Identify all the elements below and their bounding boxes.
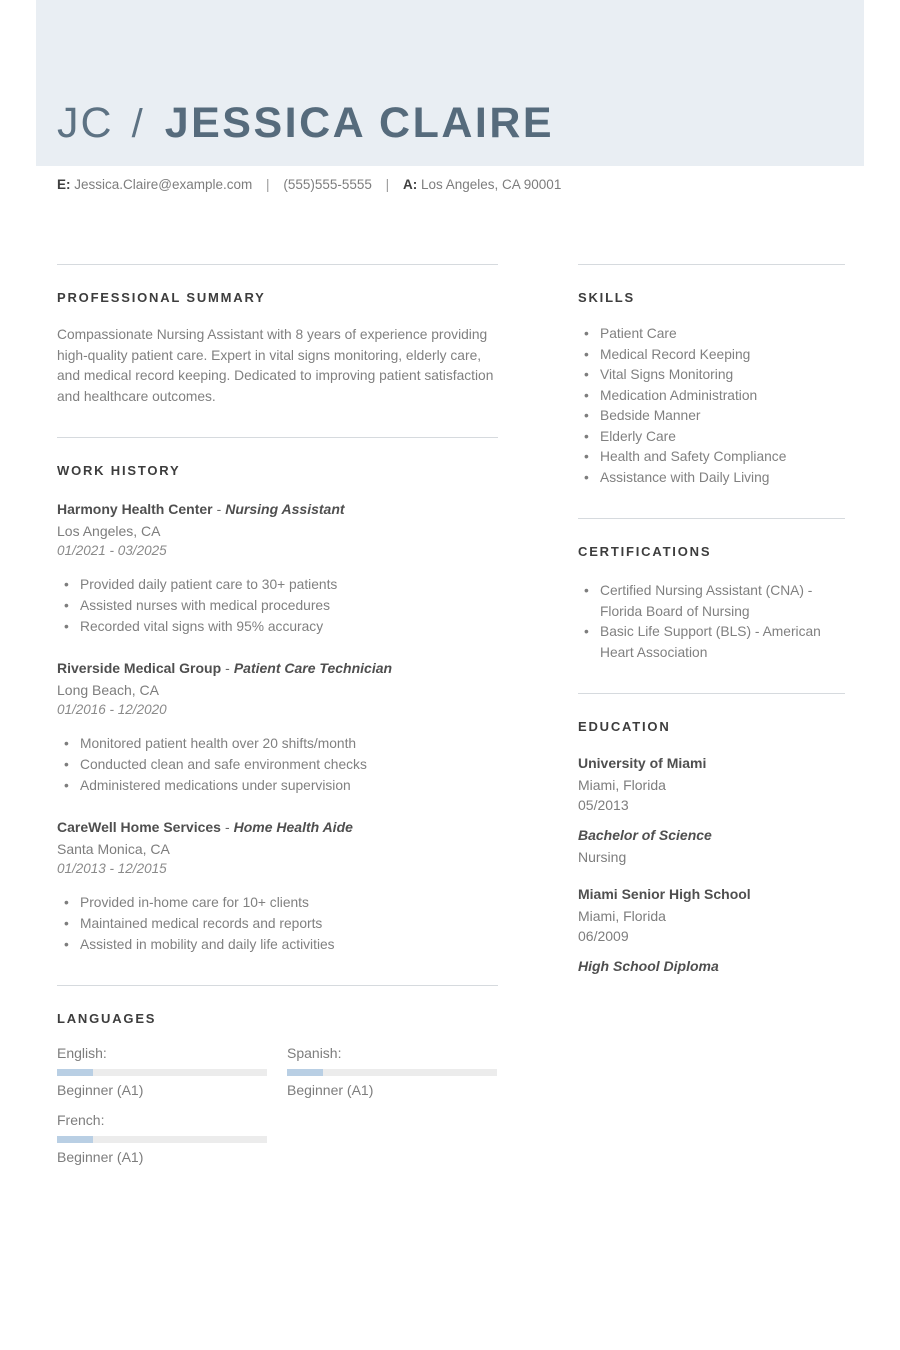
job-role: Patient Care Technician bbox=[233, 660, 393, 676]
education-degree: Bachelor of Science bbox=[578, 827, 712, 843]
education-degree: High School Diploma bbox=[578, 958, 719, 974]
job-title-line bbox=[57, 659, 498, 678]
education-school: Miami Senior High School bbox=[578, 886, 751, 902]
education-entry bbox=[578, 885, 845, 976]
contact-line bbox=[57, 177, 561, 192]
job-bullet: • Assisted nurses with medical procedures bbox=[57, 595, 498, 616]
job-company: CareWell Home Services bbox=[57, 819, 221, 835]
language-level-bar-track bbox=[287, 1069, 497, 1076]
job-company: Riverside Medical Group bbox=[57, 660, 222, 676]
education-location: Miami, Florida bbox=[578, 908, 666, 924]
job-bullet: • Conducted clean and safe environment checks bbox=[57, 754, 498, 775]
language-level-label: Beginner (A1) bbox=[287, 1082, 374, 1098]
job-dates: 01/2013 - 12/2015 bbox=[57, 861, 167, 876]
resume-body bbox=[57, 264, 845, 1176]
address-label: A: bbox=[402, 177, 418, 192]
education-date: 06/2009 bbox=[578, 928, 629, 944]
language-name: Spanish: bbox=[287, 1045, 342, 1061]
summary-text: Compassionate Nursing Assistant with 8 years of experience providing high-quality patient care. Expert in vital signs monitoring, elderly care, and medical record keeping. Dedicated to improving patient satisfaction and healthcare outcomes. bbox=[57, 327, 494, 404]
skill-item: • Elderly Care bbox=[578, 427, 845, 448]
language-level-bar-track bbox=[57, 1136, 267, 1143]
job-location: Santa Monica, CA bbox=[57, 841, 170, 857]
candidate-name: JESSICA CLAIRE bbox=[164, 99, 555, 147]
contact-separator: | bbox=[385, 177, 390, 192]
language-item bbox=[57, 1111, 267, 1176]
section-heading: SKILLS bbox=[578, 290, 636, 305]
language-item bbox=[57, 1044, 267, 1109]
language-level-label: Beginner (A1) bbox=[57, 1149, 144, 1165]
education-school: University of Miami bbox=[578, 755, 707, 771]
language-level-bar-fill bbox=[57, 1069, 93, 1076]
section-work-history bbox=[57, 437, 498, 955]
language-level-bar-fill bbox=[287, 1069, 323, 1076]
section-education bbox=[578, 693, 845, 976]
section-divider bbox=[57, 985, 498, 986]
section-heading: WORK HISTORY bbox=[57, 463, 181, 478]
section-certifications bbox=[578, 518, 845, 663]
job-bullet: • Assisted in mobility and daily life activities bbox=[57, 934, 498, 955]
education-entry bbox=[578, 754, 845, 867]
job-entry bbox=[57, 659, 498, 796]
header-band bbox=[36, 0, 864, 166]
job-location: Los Angeles, CA bbox=[57, 523, 161, 539]
job-entry bbox=[57, 818, 498, 955]
job-role: Nursing Assistant bbox=[225, 501, 345, 517]
job-bullet-list bbox=[57, 574, 498, 637]
email-value: Jessica.Claire@example.com bbox=[74, 177, 253, 192]
education-field: Nursing bbox=[578, 849, 627, 865]
job-bullet: • Maintained medical records and reports bbox=[57, 913, 498, 934]
skill-item: • Assistance with Daily Living bbox=[578, 468, 845, 489]
certifications-list bbox=[578, 581, 845, 663]
job-title-line bbox=[57, 818, 498, 837]
section-divider bbox=[57, 437, 498, 438]
job-location: Long Beach, CA bbox=[57, 682, 159, 698]
language-level-bar-track bbox=[57, 1069, 267, 1076]
job-separator: - bbox=[225, 660, 230, 676]
skill-item: • Medication Administration bbox=[578, 386, 845, 407]
contact-separator: | bbox=[266, 177, 270, 192]
section-heading: PROFESSIONAL SUMMARY bbox=[57, 290, 266, 305]
section-divider bbox=[578, 518, 845, 519]
job-role: Home Health Aide bbox=[233, 819, 353, 835]
education-date: 05/2013 bbox=[578, 797, 629, 813]
job-bullet-list bbox=[57, 892, 498, 955]
job-bullet: • Recorded vital signs with 95% accuracy bbox=[57, 616, 498, 637]
section-heading: EDUCATION bbox=[578, 719, 671, 734]
section-divider bbox=[57, 264, 498, 265]
section-heading: CERTIFICATIONS bbox=[578, 544, 712, 559]
skill-item: • Patient Care bbox=[578, 324, 845, 345]
skill-item: • Vital Signs Monitoring bbox=[578, 365, 845, 386]
job-company: Harmony Health Center bbox=[57, 501, 213, 517]
language-level-label: Beginner (A1) bbox=[57, 1082, 144, 1098]
job-entry bbox=[57, 500, 498, 637]
name-title-row bbox=[57, 99, 554, 148]
left-column bbox=[57, 264, 498, 1176]
language-name: English: bbox=[57, 1045, 107, 1061]
language-item bbox=[287, 1044, 497, 1109]
certification-item: • Certified Nursing Assistant (CNA) - Florida Board of Nursing bbox=[578, 581, 845, 622]
job-bullet: • Monitored patient health over 20 shifts/month bbox=[57, 733, 498, 754]
education-location: Miami, Florida bbox=[578, 777, 666, 793]
job-separator: - bbox=[216, 501, 222, 517]
job-dates: 01/2016 - 12/2020 bbox=[57, 702, 167, 717]
section-divider bbox=[578, 264, 845, 265]
certification-item: • Basic Life Support (BLS) - American Heart Association bbox=[578, 622, 845, 663]
language-level-bar-fill bbox=[57, 1136, 93, 1143]
job-separator: - bbox=[224, 819, 230, 835]
skill-item: • Health and Safety Compliance bbox=[578, 447, 845, 468]
job-bullet: • Administered medications under supervision bbox=[57, 775, 498, 796]
email-label: E: bbox=[57, 177, 71, 192]
section-divider bbox=[578, 693, 845, 694]
address-value: Los Angeles, CA 90001 bbox=[420, 177, 562, 192]
section-heading: LANGUAGES bbox=[57, 1011, 157, 1026]
job-bullet: • Provided in-home care for 10+ clients bbox=[57, 892, 498, 913]
right-column bbox=[578, 264, 845, 1176]
skill-item: • Medical Record Keeping bbox=[578, 345, 845, 366]
phone-value: (555)555-5555 bbox=[283, 177, 372, 192]
section-skills bbox=[578, 264, 845, 488]
language-name: French: bbox=[57, 1112, 105, 1128]
skill-item: • Bedside Manner bbox=[578, 406, 845, 427]
skills-list bbox=[578, 324, 845, 488]
languages-grid bbox=[57, 1044, 498, 1176]
job-bullet-list bbox=[57, 733, 498, 796]
job-dates: 01/2021 - 03/2025 bbox=[57, 543, 167, 558]
monogram-initials: JC bbox=[57, 99, 114, 147]
section-languages bbox=[57, 985, 498, 1176]
job-bullet: • Provided daily patient care to 30+ patients bbox=[57, 574, 498, 595]
title-slash-divider: / bbox=[131, 102, 143, 146]
section-professional-summary bbox=[57, 264, 498, 407]
job-title-line bbox=[57, 500, 498, 519]
